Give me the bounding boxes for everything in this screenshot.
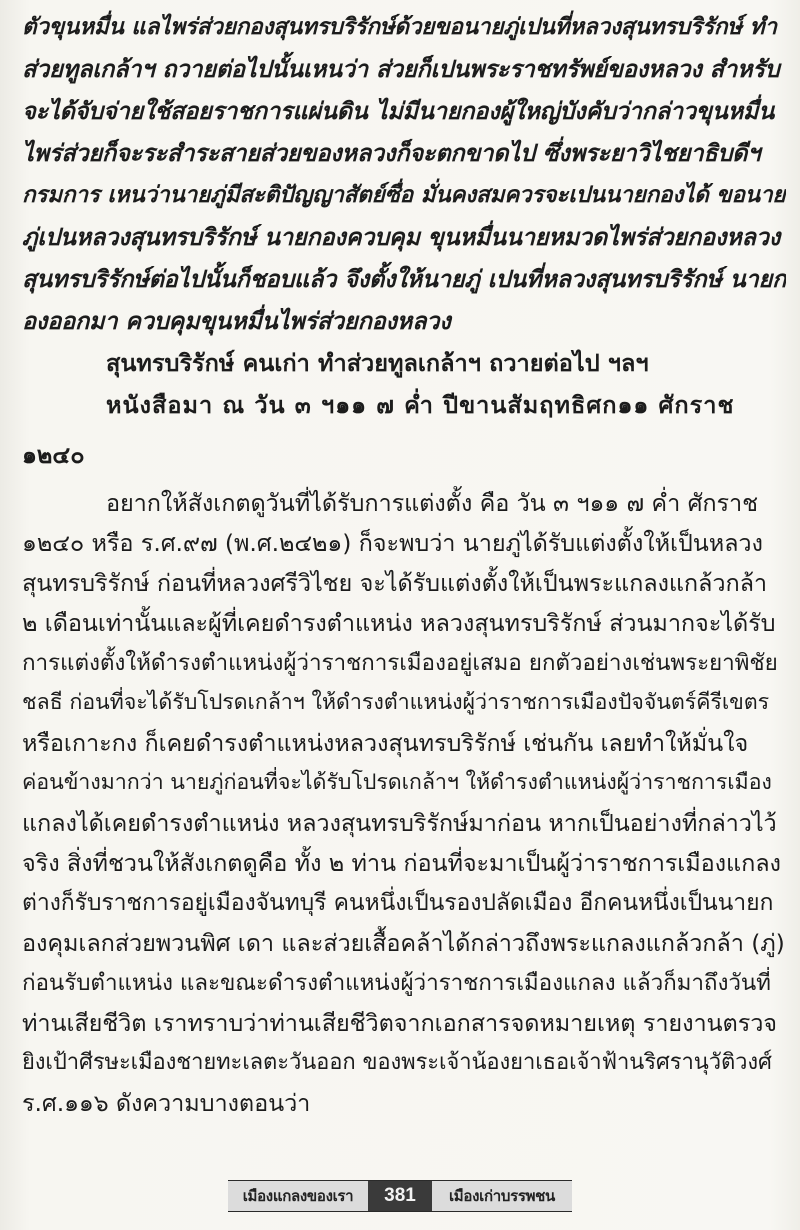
quote-line-1: ตัวขุนหมื่น แลไพร่ส่วยกองสุนทรบริรักษ์ด้วยขอนายภู่เปนที่หลวงสุนทรบริรักษ์ ทำ xyxy=(22,14,777,40)
body-line-11: ต่างก็รับราชการอยู่เมืองจันทบุรี คนหนึ่งเป็นรองปลัดเมือง อีกคนหนึ่งเป็นนายก xyxy=(22,890,774,916)
body-line-12: องคุมเลกส่วยพวนพิศ เดา และส่วยเสื้อคล้าได้กล่าวถึงพระแกลงแกล้วกล้า (ภู่) xyxy=(22,929,785,957)
quote-year-line: ๑๒๔๐ xyxy=(22,441,85,469)
quote-line-6: ภู่เปนหลวงสุนทรบริรักษ์ นายกองควบคุม ขุนหมื่นนายหมวดไพร่ส่วยกองหลวง xyxy=(22,223,780,251)
page-footer xyxy=(228,1180,572,1212)
body-line-5: การแต่งตั้งให้ดำรงตำแหน่งผู้ว่าราชการเมืองอยู่เสมอ ยกตัวอย่างเช่นพระยาพิชัย xyxy=(22,650,778,676)
body-line-4: ๒ เดือนเท่านั้นและผู้ที่เคยดำรงตำแหน่ง หลวงสุนทรบริรักษ์ ส่วนมากจะได้รับ xyxy=(22,609,776,637)
quote-line-3: จะได้จับจ่ายใช้สอยราชการแผ่นดิน ไม่มีนายกองผู้ใหญ่บังคับว่ากล่าวขุนหมื่น xyxy=(22,97,775,125)
body-line-7: หรือเกาะกง ก็เคยดำรงตำแหน่งหลวงสุนทรบริรักษ์ เช่นกัน เลยทำให้มั่นใจ xyxy=(22,729,749,757)
quote-line-5: กรมการ เหนว่านายภู่มีสะติปัญญาสัตย์ซื่อ มั่นคงสมควรจะเปนนายกองได้ ขอนาย xyxy=(22,182,786,208)
body-line-16: ร.ศ.๑๑๖ ดังความบางตอนว่า xyxy=(22,1089,311,1117)
body-line-8: ค่อนข้างมากว่า นายภู่ก่อนที่จะได้รับโปรดเกล้าฯ ให้ดำรงตำแหน่งผู้ว่าราชการเมือง xyxy=(22,770,772,795)
page-number: 381 xyxy=(368,1181,432,1211)
quote-line-4: ไพร่ส่วยก็จะระสำระสายส่วยของหลวงก็จะตกขาดไป ซึ่งพระยาวิไชยาธิบดีฯ xyxy=(22,139,761,167)
quote-signature-line: หนังสือมา ณ วัน ๓ ฯ๑๑ ๗ ค่ำ ปีขานสัมฤทธิศก๑๑ ศักราช xyxy=(106,391,735,419)
quote-line-7: สุนทรบริรักษ์ต่อไปนั้นก็ชอบแล้ว จึงตั้งให้นายภู่ เปนที่หลวงสุนทรบริรักษ์ นายก xyxy=(22,265,786,293)
body-line-3: สุนทรบริรักษ์ ก่อนที่หลวงศรีวิไชย จะได้รับแต่งตั้งให้เป็นพระแกลงแกล้วกล้า xyxy=(22,569,767,597)
quote-line-8: องออกมา ควบคุมขุนหมื่นไพร่ส่วยกองหลวง xyxy=(22,307,451,335)
body-line-13: ก่อนรับตำแหน่ง และขณะดำรงตำแหน่งผู้ว่าราชการเมืองแกลง แล้วก็มาถึงวันที่ xyxy=(22,970,771,996)
quote-line-2: ส่วยทูลเกล้าฯ ถวายต่อไปนั้นเหนว่า ส่วยก็เปนพระราชทรัพย์ของหลวง สำหรับ xyxy=(22,55,780,83)
body-line-9: แกลงได้เคยดำรงตำแหน่ง หลวงสุนทรบริรักษ์มาก่อน หากเป็นอย่างที่กล่าวไว้ xyxy=(22,809,777,837)
body-line-15: ยิงเป้าศีรษะเมืองชายทะเลตะวันออก ของพระเจ้าน้องยาเธอเจ้าฟ้านริศรานุวัติวงศ์ xyxy=(22,1050,772,1075)
body-line-1: อยากให้สังเกตดูวันที่ได้รับการแต่งตั้ง คือ วัน ๓ ฯ๑๑ ๗ ค่ำ ศักราช xyxy=(106,489,758,517)
body-line-14: ท่านเสียชีวิต เราทราบว่าท่านเสียชีวิตจากเอกสารจดหมายเหตุ รายงานตรวจ xyxy=(22,1009,777,1037)
body-line-10: จริง สิ่งที่ชวนให้สังเกตดูคือ ทั้ง ๒ ท่าน ก่อนที่จะมาเป็นผู้ว่าราชการเมืองแกลง xyxy=(22,849,781,877)
footer-series-title: เมืองเก่าบรรพชน xyxy=(448,1188,556,1205)
body-line-6: ชลธี ก่อนที่จะได้รับโปรดเกล้าฯ ให้ดำรงตำแหน่งผู้ว่าราชการเมืองปัจจันตร์คีรีเขตร xyxy=(22,690,770,715)
quote-line-9: สุนทรบริรักษ์ คนเก่า ทำส่วยทูลเกล้าฯ ถวายต่อไป ฯลฯ xyxy=(106,349,649,377)
body-line-2: ๑๒๔๐ หรือ ร.ศ.๙๗ (พ.ศ.๒๔๒๑) ก็จะพบว่า นายภู่ได้รับแต่งตั้งให้เป็นหลวง xyxy=(22,529,763,557)
footer-book-title: เมืองแกลงของเรา xyxy=(242,1188,354,1205)
